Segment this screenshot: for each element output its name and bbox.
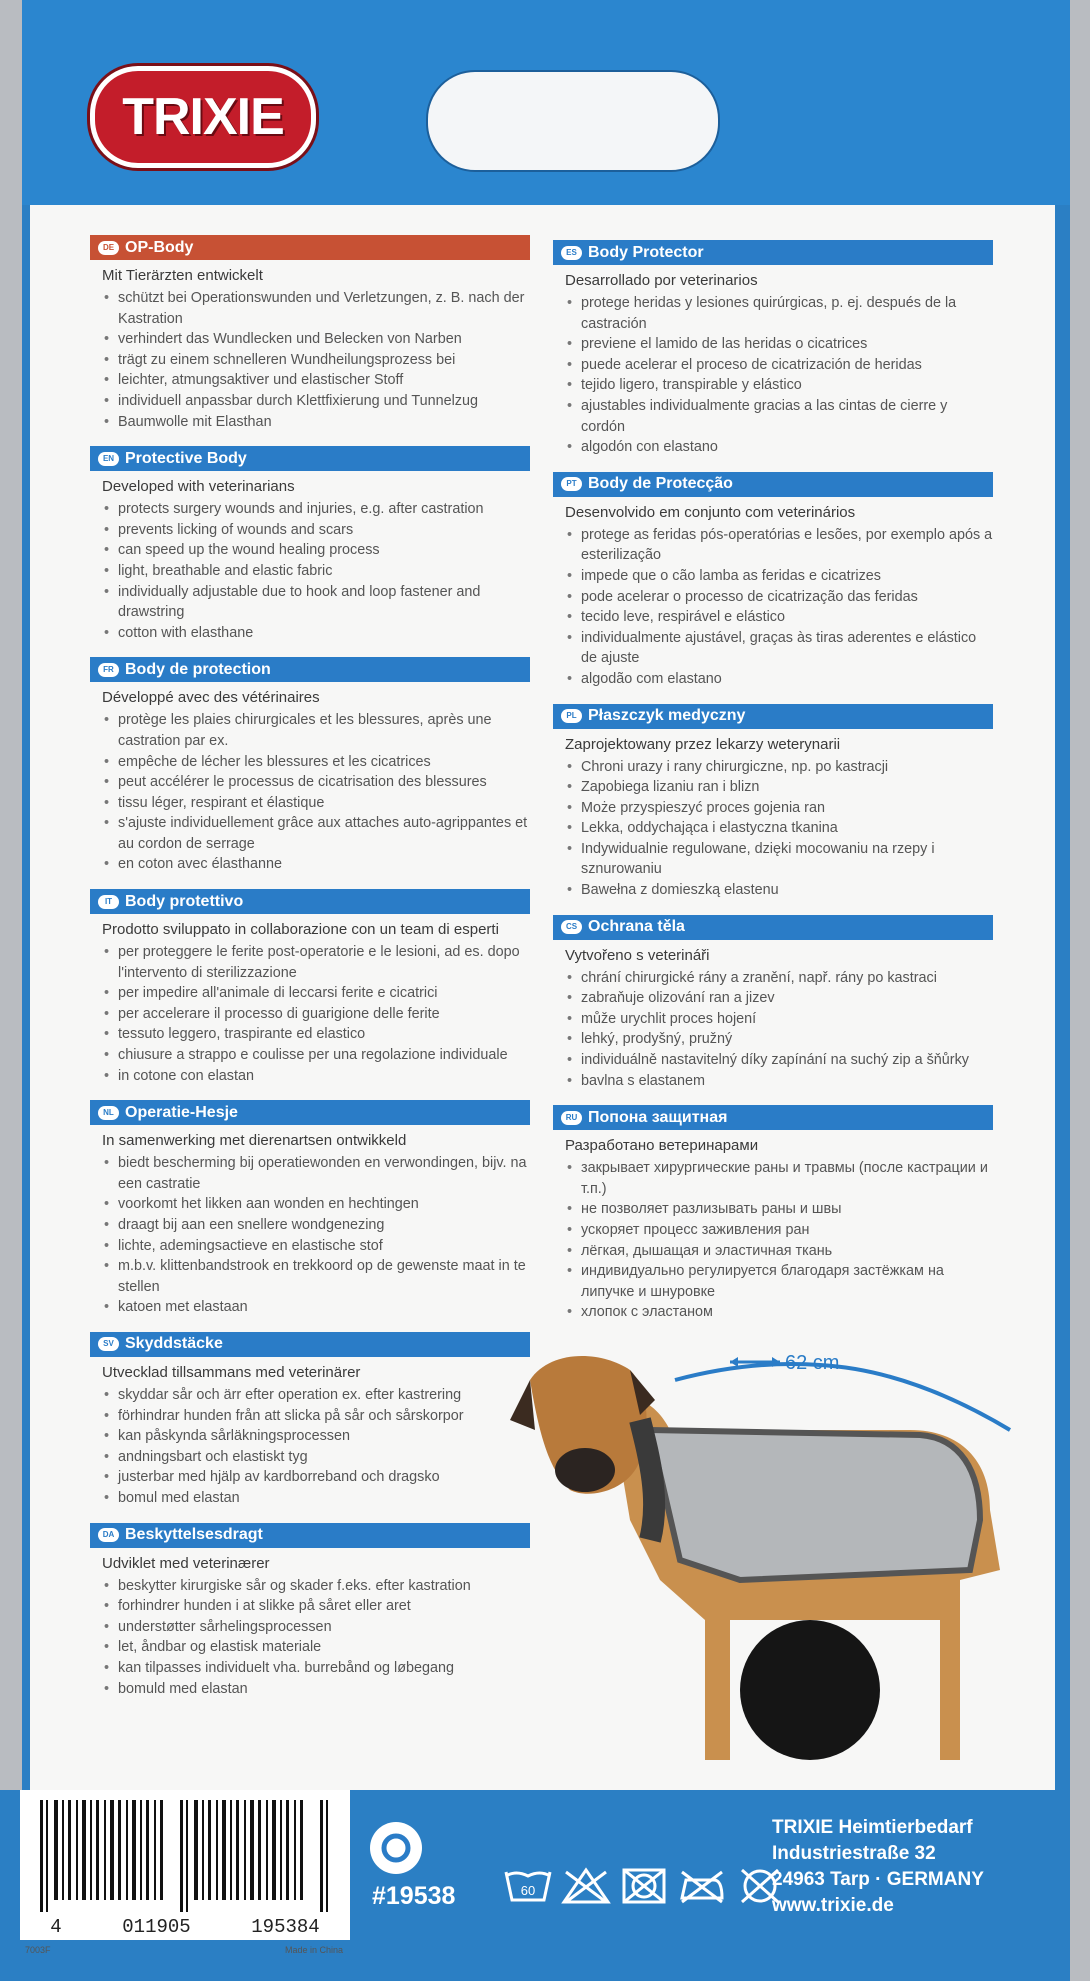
measure-label: 62 cm [785,1352,840,1374]
feature-list [90,1385,530,1509]
no-bleach-icon [560,1866,612,1906]
list-item: • schützt bei Operationswunden und Verletzungen, z. B. nach der Kastration [118,288,530,329]
recycle-icon [370,1822,422,1874]
feature-list [553,757,993,901]
list-item: • tejido ligero, transpirable y elástico [581,375,993,396]
small-code: 7003F [25,1945,51,1955]
company-address [772,1815,984,1919]
list-item: • impede que o cão lamba as feridas e cicatrizes [581,566,993,587]
list-item: • Indywidualnie regulowane, dzięki mocowaniu na rzepy i sznurowaniu [581,839,993,880]
list-item: • zabraňuje olizování ran a jizev [581,988,993,1009]
list-item: • understøtter sårhelingsprocessen [118,1617,530,1638]
section-title: Operatie-Hesje [125,1103,238,1121]
section-subtitle: In samenwerking met dierenartsen ontwikkeld [102,1132,407,1150]
list-item: • s'ajuste individuellement grâce aux attaches auto-agrippantes et au cordon de serrage [118,813,530,854]
list-item: • Chroni urazy i rany chirurgiczne, np. po kastracji [581,757,993,778]
feature-list [90,1153,530,1318]
address-line: Industriestraße 32 [772,1843,936,1864]
feature-list [90,1576,530,1700]
length-curve [675,1364,1010,1430]
dog-muzzle [555,1448,615,1492]
list-item: • verhindert das Wundlecken und Belecken von Narben [118,329,530,350]
no-tumble-dry-icon [618,1866,670,1906]
feature-list [90,288,530,432]
feature-list [553,968,993,1092]
language-code-badge: ES [561,246,582,260]
list-item: • Lekka, oddychająca i elastyczna tkanina [581,818,993,839]
list-item: • protege heridas y lesiones quirúrgicas, p. ej. después de la castración [581,293,993,334]
hang-hole [426,70,720,172]
section-header [553,1105,993,1130]
list-item: • Może przyspieszyć proces gojenia ran [581,798,993,819]
address-line: TRIXIE Heimtierbedarf [772,1817,973,1838]
address-line: 24963 Tarp · GERMANY [772,1869,984,1890]
list-item: • pode acelerar o processo de cicatrização das feridas [581,587,993,608]
list-item: • bavlna s elastanem [581,1071,993,1092]
section-pl [553,704,993,901]
list-item: • закрывает хирургические раны и травмы (после кастрации и т.п.) [581,1158,993,1199]
section-da [90,1523,530,1700]
brand-text: TRIXIE [122,88,284,146]
section-title: Body de Protecção [588,475,733,493]
section-header [553,915,993,940]
feature-list [90,710,530,875]
article-number: #19538 [372,1882,456,1910]
language-code-badge: IT [98,895,119,909]
language-code-badge: SV [98,1337,119,1351]
section-nl [90,1100,530,1318]
section-title: Beskyttelsesdragt [125,1526,263,1544]
section-subtitle: Zaprojektowany przez lekarzy weterynarii [565,735,841,753]
list-item: • can speed up the wound healing process [118,540,530,561]
feature-list [90,499,530,643]
section-header [90,235,530,260]
list-item: • bomul med elastan [118,1488,530,1509]
section-ru [553,1105,993,1323]
barcode-digit: 195384 [251,1916,320,1938]
list-item: • ajustables individualmente gracias a las cintas de cierre y cordón [581,396,993,437]
language-code-badge: DA [98,1528,119,1542]
list-item: • trägt zu einem schnelleren Wundheilungsprozess bei [118,350,530,371]
list-item: • chrání chirurgické rány a zranění, např. rány po kastraci [581,968,993,989]
list-item: • kan tilpasses individuelt vha. burrebånd og løbegang [118,1658,530,1679]
feature-list [553,1158,993,1323]
list-item: • хлопок с эластаном [581,1302,993,1323]
section-subtitle: Desarrollado por veterinarios [565,272,758,289]
right-column [553,240,993,1337]
list-item: • protege as feridas pós-operatórias e lesões, por exemplo após a esterilização [581,525,993,566]
barcode-number [20,1916,350,1938]
list-item: • individualmente ajustável, graças às tiras aderentes e elástico de ajuste [581,628,993,669]
section-de [90,235,530,432]
section-header [90,1100,530,1125]
section-header [553,472,993,497]
list-item: • en coton avec élasthanne [118,854,530,875]
section-pt [553,472,993,690]
list-item: • förhindrar hunden från att slicka på sår och sårskorpor [118,1406,530,1427]
list-item: • lichte, ademingsactieve en elastische stof [118,1236,530,1257]
section-sv [90,1332,530,1509]
list-item: • per impedire all'animale di leccarsi ferite e cicatrici [118,983,530,1004]
section-header [90,889,530,914]
section-header [553,240,993,265]
section-title: Ochrana těla [588,918,685,936]
care-symbols [502,1866,786,1906]
list-item: • empêche de lécher les blessures et les cicatrices [118,752,530,773]
list-item: • лёгкая, дышащая и эластичная ткань [581,1241,993,1262]
wash-60-icon [502,1866,554,1906]
list-item: • m.b.v. klittenbandstrook en trekkoord op de gewenste maat in te stellen [118,1256,530,1297]
section-cs [553,915,993,1092]
no-iron-icon [676,1866,728,1906]
list-item: • individually adjustable due to hook and loop fastener and drawstring [118,582,530,623]
list-item: • beskytter kirurgiske sår og skader f.eks. efter kastration [118,1576,530,1597]
section-subtitle: Developed with veterinarians [102,478,295,496]
feature-list [553,525,993,690]
fabric-swatch [740,1620,880,1760]
list-item: • biedt bescherming bij operatiewonden en verwondingen, bijv. na een castratie [118,1153,530,1194]
section-title: Попона защитная [588,1108,728,1126]
section-title: OP-Body [125,238,194,256]
language-code-badge: CS [561,920,582,934]
list-item: • peut accélérer le processus de cicatrisation des blessures [118,772,530,793]
section-subtitle: Mit Tierärzten entwickelt [102,267,263,284]
list-item: • protège les plaies chirurgicales et les blessures, après une castration par ex. [118,710,530,751]
list-item: • andningsbart och elastiskt tyg [118,1447,530,1468]
dog-image [490,1320,1060,1780]
section-title: Protective Body [125,449,247,467]
list-item: • cotton with elasthane [118,623,530,644]
section-en [90,446,530,643]
list-item: • algodón con elastano [581,437,993,458]
list-item: • chiusure a strappo e coulisse per una regolazione individuale [118,1045,530,1066]
list-item: • light, breathable and elastic fabric [118,561,530,582]
list-item: • tecido leve, respirável e elástico [581,607,993,628]
list-item: • leichter, atmungsaktiver und elastischer Stoff [118,370,530,391]
list-item: • prevents licking of wounds and scars [118,520,530,541]
section-header [90,657,530,682]
language-code-badge: EN [98,452,119,466]
list-item: • voorkomt het likken aan wonden en hechtingen [118,1194,530,1215]
section-title: Płaszczyk medyczny [588,707,746,724]
section-title: Body Protector [588,243,704,261]
language-code-badge: PT [561,477,582,491]
list-item: • draagt bij aan een snellere wondgenezing [118,1215,530,1236]
list-item: • per proteggere le ferite post-operatorie e le lesioni, ad es. dopo l'intervento di sterilizzazione [118,942,530,983]
barcode [20,1790,350,1940]
list-item: • katoen met elastaan [118,1297,530,1318]
barcode-digit: 4 [50,1916,62,1938]
list-item: • forhindrer hunden i at slikke på såret eller aret [118,1596,530,1617]
section-title: Body de protection [125,660,271,678]
list-item: • justerbar med hjälp av kardborreband och dragsko [118,1467,530,1488]
list-item: • individuell anpassbar durch Klettfixierung und Tunnelzug [118,391,530,412]
section-header [90,1523,530,1548]
list-item: • skyddar sår och ärr efter operation ex. efter kastrering [118,1385,530,1406]
section-header [90,446,530,471]
barcode-bars [20,1790,350,1912]
list-item: • lehký, prodyšný, pružný [581,1029,993,1050]
section-subtitle: Vytvořeno s veterináři [565,946,710,964]
list-item: • kan påskynda sårläkningsprocessen [118,1426,530,1447]
section-subtitle: Développé avec des vétérinaires [102,689,320,707]
section-title: Skyddstäcke [125,1335,223,1353]
list-item: • let, åndbar og elastisk materiale [118,1637,530,1658]
list-item: • Zapobiega lizaniu ran i blizn [581,777,993,798]
feature-list [553,293,993,458]
language-code-badge: FR [98,663,119,677]
protective-body-garment [650,1430,980,1580]
list-item: • не позволяет разлизывать раны и швы [581,1199,993,1220]
dog-ear-left [510,1380,535,1430]
list-item: • bomuld med elastan [118,1679,530,1700]
section-es [553,240,993,458]
svg-text:60: 60 [520,1883,536,1898]
barcode-digit: 011905 [122,1916,191,1938]
list-item: • tissu léger, respirant et élastique [118,793,530,814]
list-item: • индивидуально регулируется благодаря застёжкам на липучке и шнуровке [581,1261,993,1302]
section-subtitle: Udviklet med veterinærer [102,1554,270,1572]
made-in: Made in China [285,1945,344,1955]
section-it [90,889,530,1086]
list-item: • protects surgery wounds and injuries, e.g. after castration [118,499,530,520]
list-item: • per accelerare il processo di guarigione delle ferite [118,1004,530,1025]
trixie-logo [90,66,316,168]
section-fr [90,657,530,875]
feature-list [90,942,530,1086]
address-line: www.trixie.de [772,1895,894,1916]
dog-collar [640,1420,654,1540]
language-code-badge: PL [561,709,582,723]
list-item: • algodão com elastano [581,669,993,690]
language-code-badge: NL [98,1106,119,1120]
list-item: • ускоряет процесс заживления ран [581,1220,993,1241]
list-item: • Bawełna z domieszką elastenu [581,880,993,901]
list-item: • může urychlit proces hojení [581,1009,993,1030]
section-header [90,1332,530,1357]
section-subtitle: Разработано ветеринарами [565,1137,759,1155]
left-column [90,235,530,1713]
list-item: • Baumwolle mit Elasthan [118,412,530,433]
language-code-badge: DE [98,241,119,255]
list-item: • individuálně nastavitelný díky zapínání na suchý zip a šňůrky [581,1050,993,1071]
list-item: • puede acelerar el proceso de cicatrización de heridas [581,355,993,376]
arrow-head-left [730,1357,738,1367]
language-code-badge: RU [561,1111,582,1125]
section-subtitle: Utvecklad tillsammans med veterinärer [102,1363,361,1381]
section-subtitle: Desenvolvido em conjunto com veterinários [565,503,856,521]
list-item: • in cotone con elastan [118,1066,530,1087]
list-item: • previene el lamido de las heridas o cicatrices [581,334,993,355]
list-item: • tessuto leggero, traspirante ed elastico [118,1024,530,1045]
section-header [553,704,993,729]
section-subtitle: Prodotto sviluppato in collaborazione con un team di esperti [102,921,499,939]
section-title: Body protettivo [125,892,244,910]
